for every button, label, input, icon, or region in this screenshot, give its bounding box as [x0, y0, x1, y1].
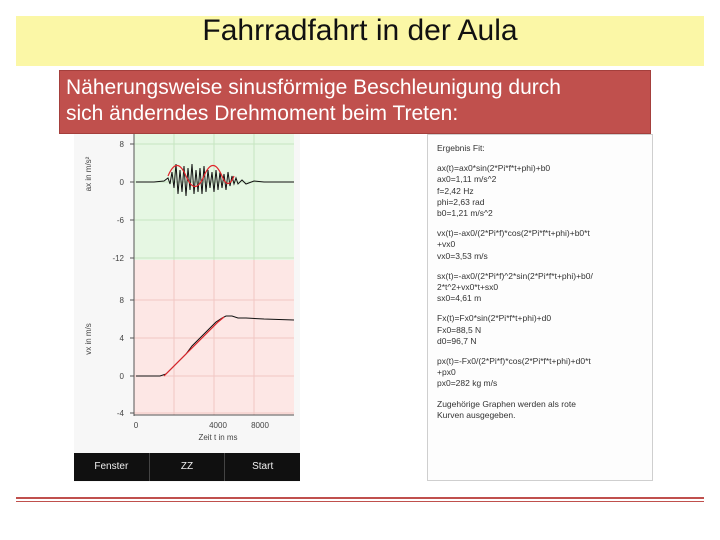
- fit-results-panel: [427, 134, 653, 481]
- y-axis-ticks: [130, 144, 134, 413]
- callout-line: sich änderndes Drehmoment beim Treten:: [66, 102, 459, 125]
- x-tick-label: 8000: [251, 421, 269, 430]
- sx-formula: 2*t^2+vx0*t+sx0: [437, 282, 499, 293]
- ax-param: b0=1,21 m/s^2: [437, 208, 493, 219]
- ax-param: ax0=1,11 m/s^2: [437, 174, 497, 185]
- acceleration-velocity-plots: [74, 134, 300, 454]
- fx-formula: Fx(t)=Fx0*sin(2*Pi*f*t+phi)+d0: [437, 313, 552, 324]
- slide-title: Fahrradfahrt in der Aula: [202, 14, 518, 47]
- vx-tick-label: -4: [116, 409, 124, 418]
- results-note: Kurven ausgegeben.: [437, 409, 516, 420]
- ax-tick-label: -6: [116, 216, 124, 225]
- phone-app-plots: [74, 134, 300, 482]
- ax-tick-label: 8: [119, 140, 124, 149]
- start-button[interactable]: Start: [224, 453, 300, 481]
- px-formula: +px0: [437, 367, 456, 378]
- fx-param: Fx0=88,5 N: [437, 324, 482, 335]
- sx-param: sx0=4,61 m: [437, 293, 482, 304]
- ax-tick-label: -12: [112, 254, 124, 263]
- px-param: px0=282 kg m/s: [437, 378, 498, 389]
- x-tick-label: 0: [133, 421, 139, 430]
- results-note: Zugehörige Graphen werden als rote: [437, 398, 576, 409]
- x-tick-label: 4000: [209, 421, 227, 430]
- vx-param: vx0=3,53 m/s: [437, 250, 488, 261]
- footer-rule-thin: [16, 501, 704, 502]
- vx-axis-label: vx in m/s: [84, 323, 93, 355]
- callout-line: Näherungsweise sinusförmige Beschleunigung durch: [66, 76, 561, 99]
- px-formula: px(t)=-Fx0/(2*Pi*f)*cos(2*Pi*f*t+phi)+d0*t: [437, 356, 591, 367]
- vx-tick-label: 4: [119, 334, 124, 343]
- ax-axis-label: ax in m/s²: [84, 156, 93, 192]
- ax-param: phi=2,63 rad: [437, 196, 485, 207]
- sx-formula: sx(t)=-ax0/(2*Pi*f)^2*sin(2*Pi*f*t+phi)+b0/: [437, 270, 593, 281]
- zz-button[interactable]: ZZ: [149, 453, 225, 481]
- ax-tick-label: 0: [119, 178, 124, 187]
- fenster-button[interactable]: Fenster: [94, 461, 129, 472]
- explanation-callout: [59, 70, 651, 134]
- vx-formula: vx(t)=-ax0/(2*Pi*f)*cos(2*Pi*f*t+phi)+b0*t: [437, 228, 590, 239]
- vx-tick-label: 0: [119, 372, 124, 381]
- ax-formula: ax(t)=ax0*sin(2*Pi*f*t+phi)+b0: [437, 163, 551, 174]
- vx-tick-label: 8: [119, 296, 124, 305]
- fx-param: d0=96,7 N: [437, 335, 477, 346]
- x-axis-label: Zeit t in ms: [198, 433, 238, 442]
- button-bar: [74, 453, 300, 481]
- footer-rule: [16, 497, 704, 499]
- results-heading: Ergebnis Fit:: [437, 143, 485, 153]
- vx-formula: +vx0: [437, 239, 456, 250]
- ax-param: f=2,42 Hz: [437, 185, 474, 196]
